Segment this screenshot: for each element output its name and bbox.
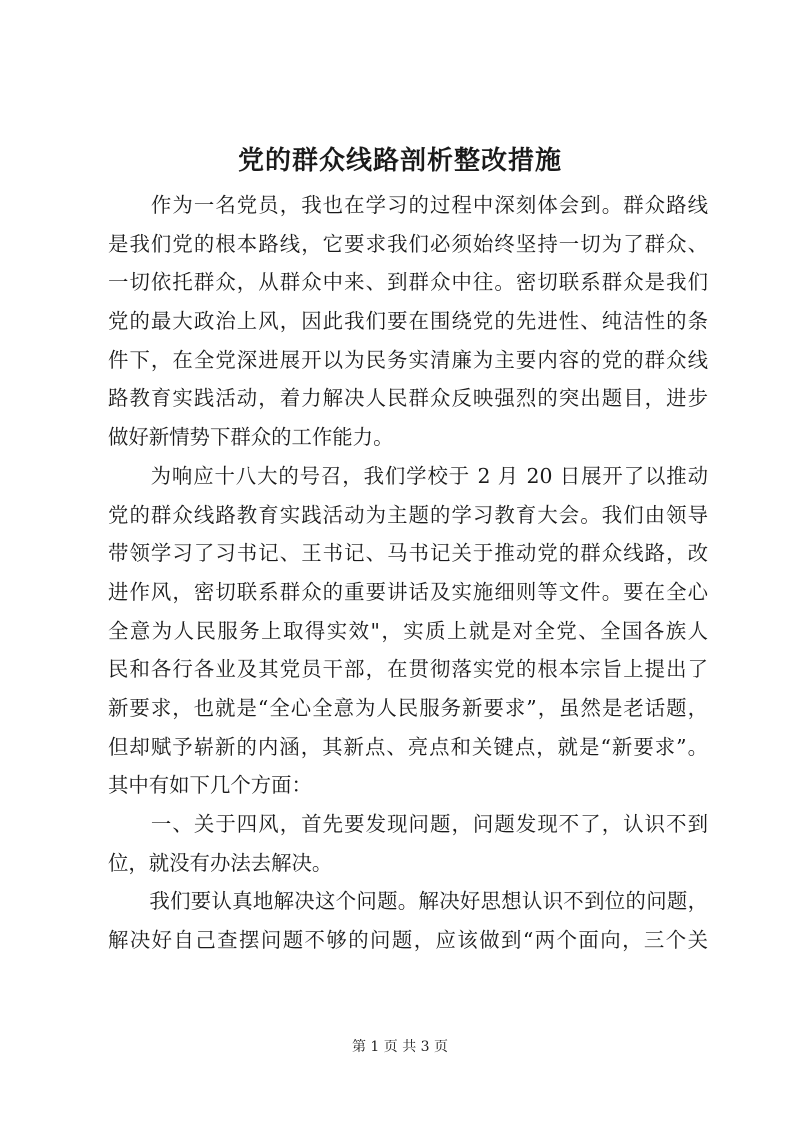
body-line: 作为一名党员，我也在学习的过程中深刻体会到。群众路线 — [108, 193, 708, 217]
body-line: 路教育实践活动，着力解决人民群众反映强烈的突出题目，进步 — [108, 386, 708, 411]
body-line: 进作风，密切联系群众的重要讲话及实施细则等文件。要在全心 — [108, 579, 708, 604]
body-line: 做好新情势下群众的工作能力。 — [108, 425, 394, 450]
document-title: 党的群众线路剖析整改措施 — [237, 146, 562, 176]
body-line: 是我们党的根本路线，它要求我们必须始终坚持一切为了群众、 — [108, 231, 708, 256]
document-body — [108, 186, 708, 960]
body-line: 其中有如下几个方面： — [108, 773, 312, 798]
body-line: 带领学习了习书记、王书记、马书记关于推动党的群众线路，改 — [108, 541, 708, 566]
body-line: 党的最大政治上风，因此我们要在围绕党的先进性、纯洁性的条 — [108, 309, 708, 334]
body-line: 件下，在全党深进展开以为民务实清廉为主要内容的党的群众线 — [108, 347, 708, 372]
body-line: 但却赋予崭新的内涵，其新点、亮点和关键点，就是“新要求”。 — [108, 734, 708, 759]
body-line: 全意为人民服务上取得实效"，实质上就是对全党、全国各族人 — [108, 618, 708, 643]
body-line: 民和各行各业及其党员干部，在贯彻落实党的根本宗旨上提出了 — [108, 657, 708, 682]
body-line: 党的群众线路教育实践活动为主题的学习教育大会。我们由领导 — [108, 502, 708, 527]
body-line: 一切依托群众，从群众中来、到群众中往。密切联系群众是我们 — [108, 270, 708, 295]
body-line: 为响应十八大的号召，我们学校于 2 月 20 日展开了以推动 — [108, 463, 708, 488]
body-line: 一、关于四风，首先要发现问题，问题发现不了，认识不到 — [108, 812, 708, 836]
body-line: 新要求，也就是“全心全意为人民服务新要求”，虽然是老话题， — [108, 695, 708, 720]
body-line: 解决好自己查摆问题不够的问题，应该做到“两个面向，三个关 — [108, 928, 708, 953]
body-line: 我们要认真地解决这个问题。解决好思想认识不到位的问题， — [108, 889, 708, 914]
page-footer: 第 1 页 共 3 页 — [351, 1039, 449, 1055]
body-line: 位，就没有办法去解决。 — [108, 850, 333, 875]
